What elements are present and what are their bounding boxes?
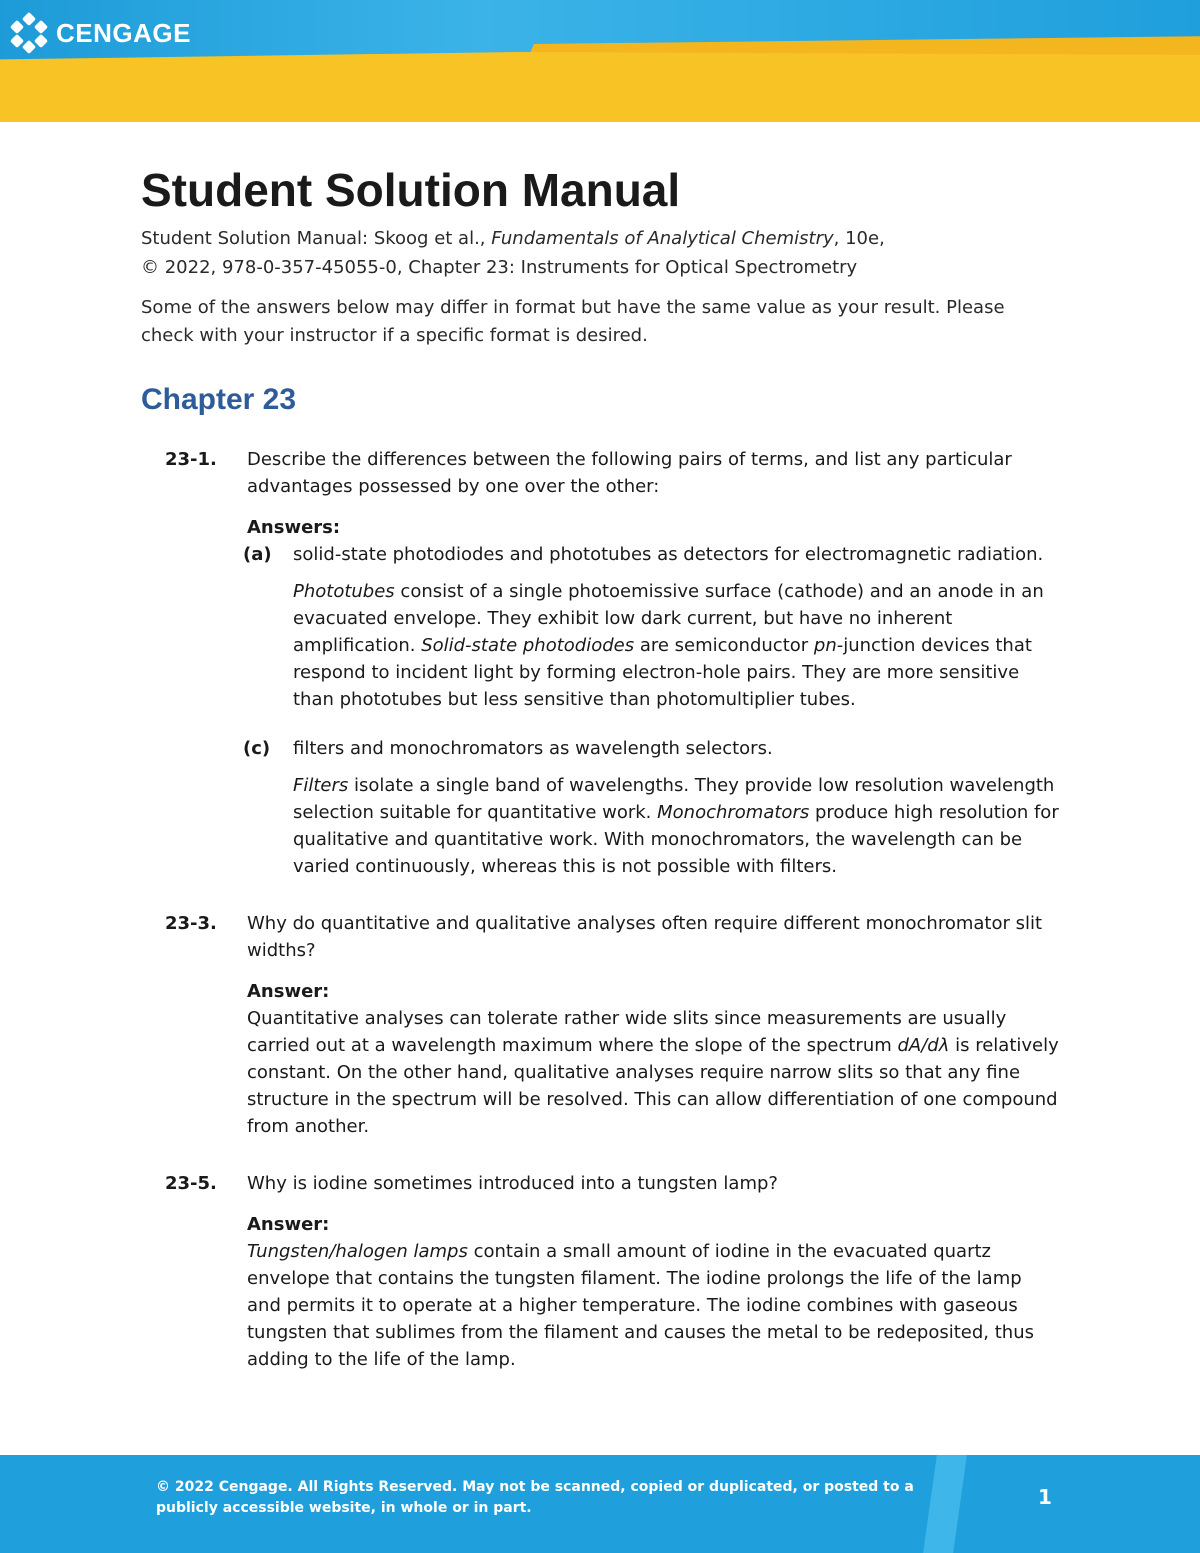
intro-paragraph: Some of the answers below may differ in format but have the same value as your result. Please check with your instructor if a specific format is desired.	[141, 297, 1005, 346]
problem-23-1	[141, 446, 1061, 880]
copyright-notice: © 2022 Cengage. All Rights Reserved. May not be scanned, copied or duplicated, or posted to a publicly accessible website, in whole or in part.	[156, 1479, 914, 1516]
answer-text: consist of a single photoemissive surface (cathode) and an anode in an evacuated envelope. They exhibit low dark current, but have no inherent amplification.	[293, 581, 1044, 656]
cengage-logo	[10, 14, 191, 52]
answer-text: produce high resolution for qualitative and quantitative work. With monochromators, the wavelength can be varied continuously, whereas this is not possible with filters.	[293, 802, 1059, 877]
subpart-c	[243, 735, 1061, 880]
cengage-logo-icon	[10, 14, 48, 52]
term-pn: pn	[813, 635, 837, 656]
problem-question: Why is iodine sometimes introduced into a tungsten lamp?	[247, 1173, 778, 1194]
answer-text: are semiconductor	[634, 635, 814, 656]
subpart-letter: (c)	[243, 738, 271, 759]
subpart-answer	[293, 578, 1061, 713]
subpart-a	[243, 541, 1061, 713]
problem-number: 23-3.	[165, 913, 217, 934]
term-filters: Filters	[293, 775, 349, 796]
problem-23-3	[141, 910, 1061, 1140]
header-banner	[0, 0, 1200, 122]
footer-stripe	[923, 1455, 967, 1553]
subpart-question: solid-state photodiodes and phototubes as detectors for electromagnetic radiation.	[293, 544, 1044, 565]
answer-segment: contain a small amount of iodine in the evacuated quartz envelope that contains the tungsten filament. The iodine prolongs the life of the lamp and permits it to operate at a higher temperature. The iodine combines with gaseous tungsten that sublimes from the filament and causes the metal to be redeposited, thus adding to the life of the lamp.	[247, 1241, 1034, 1370]
page-title: Student Solution Manual	[141, 164, 681, 216]
term-monochromators: Monochromators	[657, 802, 810, 823]
subpart-letter: (a)	[243, 544, 272, 565]
answer-text	[247, 1238, 1061, 1373]
term-slope: dA/dλ	[897, 1035, 950, 1056]
term-tungsten-halogen: Tungsten/halogen lamps	[247, 1241, 468, 1262]
footer-banner	[0, 1455, 1200, 1553]
problem-number: 23-5.	[165, 1173, 217, 1194]
term-photodiodes: Solid-state photodiodes	[421, 635, 635, 656]
problem-question: Describe the differences between the following pairs of terms, and list any particular advantages possessed by one over the other:	[247, 449, 1012, 497]
answer-text	[247, 1005, 1061, 1140]
answers-label: Answers:	[247, 517, 341, 538]
answer-label: Answer:	[247, 981, 330, 1002]
answer-text: isolate a single band of wavelengths. They provide low resolution wavelength selection suitable for quantitative work.	[293, 775, 1055, 823]
answer-text: -junction devices that respond to incident light by forming electron-hole pairs. They are more sensitive than phototubes but less sensitive than photomultiplier tubes.	[293, 635, 1032, 710]
document-meta	[141, 224, 1061, 282]
meta-line-2: © 2022, 978-0-357-45055-0, Chapter 23: Instruments for Optical Spectrometry	[141, 257, 858, 278]
term-phototubes: Phototubes	[293, 581, 395, 602]
document-body	[141, 160, 1061, 1373]
answer-segment: is relatively constant. On the other hand, qualitative analyses require narrow slits so that any fine structure in the spectrum will be resolved. This can allow differentiation of one compound from another.	[247, 1035, 1059, 1137]
meta-book-title: Fundamentals of Analytical Chemistry	[491, 228, 834, 249]
logo-text: CENGAGE	[56, 17, 191, 48]
header-yellow-band	[0, 52, 1200, 122]
chapter-heading: Chapter 23	[141, 383, 297, 416]
subpart-answer	[293, 772, 1061, 880]
page-number: 1	[1038, 1485, 1052, 1509]
meta-edition: , 10e,	[833, 228, 885, 249]
answer-label: Answer:	[247, 1214, 330, 1235]
answer-segment: Quantitative analyses can tolerate rather wide slits since measurements are usually carried out at a wavelength maximum where the slope of the spectrum	[247, 1008, 1007, 1056]
meta-prefix: Student Solution Manual: Skoog et al.,	[141, 228, 492, 249]
subpart-question: filters and monochromators as wavelength selectors.	[293, 738, 773, 759]
problem-question: Why do quantitative and qualitative analyses often require different monochromator slit widths?	[247, 913, 1043, 961]
problem-23-5	[141, 1170, 1061, 1373]
problem-number: 23-1.	[165, 449, 217, 470]
